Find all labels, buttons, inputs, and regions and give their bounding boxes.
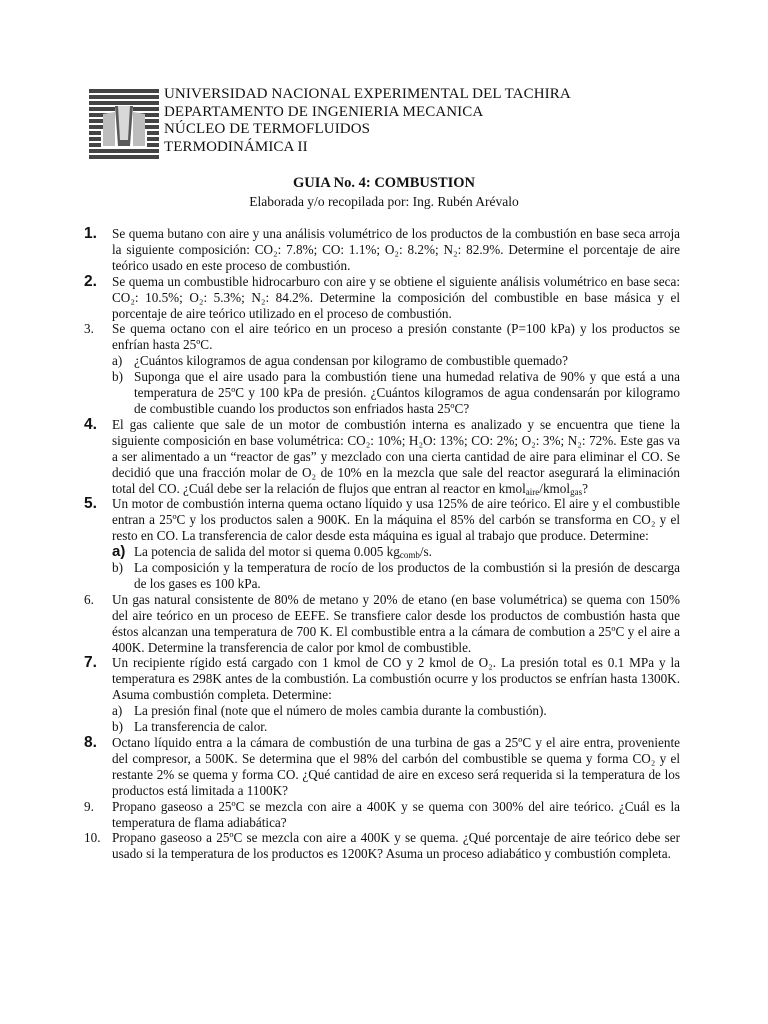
question-text: Un motor de combustión interna quema octano líquido y usa 125% de aire teórico. El aire y el combustible entran a 25ºC y los productos salen a 900K. En la máquina el 85% del carbón se transforma en CO₂ y el resto en CO. La transferencia de calor desde esta máquina es igual al trabajo que produce. Determine: xyxy=(112,496,680,544)
question-number: 4. xyxy=(84,415,97,433)
part-text: Suponga que el aire usado para la combustión tiene una humedad relativa de 90% y que está a una temperatura de 25ºC y 100 kPa de presión. ¿Cuántos kilogramos de agua condensarán por kilogramo de combustible cuando los productos son enfriados hasta 25ºC? xyxy=(134,369,680,416)
department-name: DEPARTAMENTO DE INGENIERIA MECANICA xyxy=(164,103,484,120)
part-text: La composición y la temperatura de rocío de los productos de la combustión si la presión de descarga de los gases es 100 kPa. xyxy=(134,560,680,591)
part-letter: a) xyxy=(112,353,123,369)
question-number: 9. xyxy=(84,798,94,814)
part-letter: b) xyxy=(112,719,123,735)
question-3 xyxy=(84,321,680,416)
question-7-part-a xyxy=(112,703,680,719)
question-text-part: /kmol xyxy=(539,480,571,496)
nucleus-name: NÚCLEO DE TERMOFLUIDOS xyxy=(164,121,371,137)
part-text-end: /s. xyxy=(419,544,432,560)
question-text: Se quema butano con aire y una análisis volumétrico de los productos de la combustión en base seca arroja la siguiente composición: CO₂: 7.8%; CO: 1.1%; O₂: 8.2%; N₂: 82.9%. Determine el porcentaje de aire teórico usado en este proceso de combustión. xyxy=(112,226,680,273)
question-6 xyxy=(84,592,680,656)
subscript-comb: comb xyxy=(399,550,420,561)
question-number: 7. xyxy=(84,654,97,672)
question-3-part-b xyxy=(112,369,680,417)
part-letter: a) xyxy=(112,703,123,719)
question-number: 1. xyxy=(84,225,97,242)
part-text: La transferencia de calor. xyxy=(134,719,268,735)
institution-lines xyxy=(164,86,571,156)
question-3-part-a xyxy=(112,353,680,369)
part-letter: b) xyxy=(112,369,123,385)
question-5-part-a xyxy=(112,544,680,560)
question-number: 3. xyxy=(84,321,94,337)
question-2 xyxy=(84,274,680,322)
guide-author: Elaborada y/o recopilada por: Ing. Rubén Arévalo xyxy=(249,194,519,209)
university-logo-icon xyxy=(88,88,160,160)
question-4 xyxy=(84,417,680,497)
question-number: 5. xyxy=(84,495,97,513)
question-text-part: El gas caliente que sale de un motor de combustión interna es analizado y se encuentra que tiene la siguiente composición en base volumétrica: CO₂: 10%; H₂O: 13%; CO: 2%; O₂: 3%; N₂: 72%. Este gas va a ser alimentado a un “reactor de gas” y mezclado con una cierta cantidad de aire para eliminar el CO. Se decidió que una fracción molar de O₂ de 10% en la mezcla que sale del reactor asegurará la eliminación total del CO. ¿Cuál debe ser la relación de flujos que entran al reactor en kmol xyxy=(112,416,680,496)
question-text-part: ? xyxy=(582,480,588,496)
question-10 xyxy=(84,830,680,862)
course-name: TERMODINÁMICA II xyxy=(164,138,308,155)
question-text: Se quema un combustible hidrocarburo con aire y se obtiene el siguiente análisis volumétrico en base seca: CO₂: 10.5%; O₂: 5.3%; N₂: 84.2%. Determine la composición del combustible en base másica y el porcentaje de aire teórico utilizado en el proceso de combustión. xyxy=(112,273,680,321)
question-number: 6. xyxy=(84,591,94,607)
question-7-part-b xyxy=(112,719,680,735)
part-text xyxy=(134,544,432,559)
university-name: UNIVERSIDAD NACIONAL EXPERIMENTAL DEL TACHIRA xyxy=(164,86,571,102)
institution-header xyxy=(88,86,688,162)
guide-title: GUIA No. 4: COMBUSTION xyxy=(292,175,476,191)
question-text: Se quema octano con el aire teórico en un proceso a presión constante (P=100 kPa) y los productos se enfrían hasta 25ºC. xyxy=(112,321,680,353)
question-5-part-b xyxy=(112,560,680,592)
part-letter: a) xyxy=(112,543,126,561)
subscript-gas: gas xyxy=(570,486,583,497)
question-7 xyxy=(84,655,680,735)
question-text: Propano gaseoso a 25ºC se mezcla con aire a 400K y se quema con 300% del aire teórico. ¿Cuál es la temperatura de flama adiabática? xyxy=(112,798,680,830)
question-8 xyxy=(84,735,680,799)
question-9 xyxy=(84,799,680,831)
question-text: Un recipiente rígido está cargado con 1 kmol de CO y 2 kmol de O₂. La presión total es 0.1 MPa y la temperatura es 298K antes de la combustión. La combustión ocurre y los productos se enfrían hasta 1300K. Asuma combustión completa. Determine: xyxy=(112,655,680,703)
question-number: 2. xyxy=(84,272,97,290)
question-number: 8. xyxy=(84,734,97,751)
question-1 xyxy=(84,226,680,274)
part-letter: b) xyxy=(112,560,123,576)
question-list xyxy=(84,226,680,862)
part-text: ¿Cuántos kilogramos de agua condensan por kilogramo de combustible quemado? xyxy=(134,353,568,369)
question-number: 10. xyxy=(84,830,101,846)
question-text: Octano líquido entra a la cámara de combustión de una turbina de gas a 25ºC y el aire entra, proveniente del compresor, a 500K. Se determina que el 98% del carbón del combustible se quema y forma CO₂ y el restante 2% se quema y forma CO. ¿Qué cantidad de aire en exceso será requerida si la temperatura de los productos está limitada a 1100K? xyxy=(112,735,680,798)
subscript-air: aire xyxy=(525,486,540,497)
question-5 xyxy=(84,496,680,591)
question-text: Propano gaseoso a 25ºC se mezcla con aire a 400K y se quema. ¿Qué porcentaje de aire teórico debe ser usado si la temperatura de los productos es 1200K? Asuma un proceso adiabático y combustión completa. xyxy=(112,830,680,862)
part-text: La presión final (note que el número de moles cambia durante la combustión). xyxy=(134,703,547,719)
question-text xyxy=(112,417,680,496)
part-text-main: La potencia de salida del motor si quema 0.005 kg xyxy=(134,544,400,560)
question-text: Un gas natural consistente de 80% de metano y 20% de etano (en base volumétrica) se quema con 150% del aire teórico en un proceso de EEFE. Se transfiere calor desde los productos de combustión hasta que éstos alcanzan una temperatura de 700 K. El combustible entra a la cámara de combution a 25ºC y el aire a 400K. Determine la transferencia de calor por kmol de combustible. xyxy=(112,591,680,655)
